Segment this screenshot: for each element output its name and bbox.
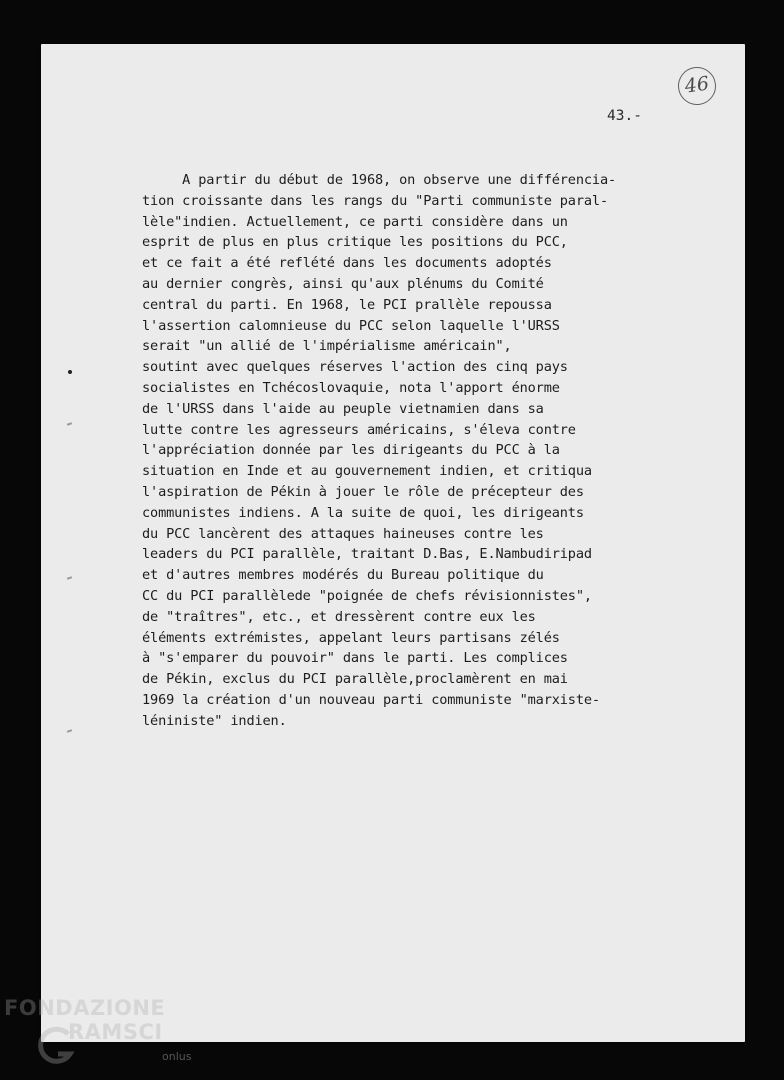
- text-line: soutint avec quelques réserves l'action des cinq pays: [142, 359, 568, 376]
- text-line: communistes indiens. A la suite de quoi, les dirigeants: [142, 504, 584, 521]
- text-line: situation en Inde et au gouvernement indien, et critiqua: [142, 463, 592, 480]
- text-line: du PCC lancèrent des attaques haineuses contre les: [142, 525, 544, 542]
- text-line: l'assertion calomnieuse du PCC selon laquelle l'URSS: [142, 317, 560, 334]
- text-line: tion croissante dans les rangs du "Parti communiste paral-: [142, 192, 608, 209]
- text-line: de l'URSS dans l'aide au peuple vietnamien dans sa: [142, 400, 544, 417]
- text-line: lutte contre les agresseurs américains, s'éleva contre: [142, 421, 576, 438]
- watermark-title: FONDAZIONE: [4, 996, 166, 1020]
- text-line: et d'autres membres modérés du Bureau politique du: [142, 567, 544, 584]
- text-line: central du parti. En 1968, le PCI prallèle repoussa: [142, 296, 552, 313]
- text-line: léniniste" indien.: [142, 712, 287, 729]
- fondazione-gramsci-watermark: [4, 996, 224, 1080]
- text-line: lèle"indien. Actuellement, ce parti considère dans un: [142, 213, 568, 230]
- watermark-subtitle: onlus: [162, 1050, 192, 1063]
- text-line: l'appréciation donnée par les dirigeants du PCC à la: [142, 442, 560, 459]
- text-line: 1969 la création d'un nouveau parti communiste "marxiste-: [142, 691, 600, 708]
- text-line: éléments extrémistes, appelant leurs partisans zélés: [142, 629, 560, 646]
- text-line: serait "un allié de l'impérialisme américain",: [142, 338, 512, 355]
- text-line: à "s'emparer du pouvoir" dans le parti. Les complices: [142, 650, 568, 667]
- text-line: leaders du PCI parallèle, traitant D.Bas, E.Nambudiripad: [142, 546, 592, 563]
- text-line: A partir du début de 1968, on observe une différencia-: [142, 172, 617, 188]
- page-number: 43.-: [607, 108, 642, 124]
- text-line: de "traîtres", etc., et dressèrent contre eux les: [142, 608, 536, 625]
- text-line: CC du PCI parallèlede "poignée de chefs révisionnistes",: [142, 587, 592, 604]
- margin-mark: [68, 370, 72, 374]
- watermark-name: RAMSCI: [68, 1020, 163, 1044]
- text-line: de Pékin, exclus du PCI parallèle,proclamèrent en mai: [142, 671, 568, 688]
- typed-text-body: [142, 170, 662, 732]
- text-line: au dernier congrès, ainsi qu'aux plénums du Comité: [142, 275, 544, 292]
- archive-number-stamp: 46: [676, 65, 719, 108]
- text-line: l'aspiration de Pékin à jouer le rôle de précepteur des: [142, 483, 584, 500]
- text-line: et ce fait a été reflété dans les documents adoptés: [142, 255, 552, 272]
- text-line: esprit de plus en plus critique les positions du PCC,: [142, 234, 568, 251]
- text-line: socialistes en Tchécoslovaquie, nota l'apport énorme: [142, 379, 560, 396]
